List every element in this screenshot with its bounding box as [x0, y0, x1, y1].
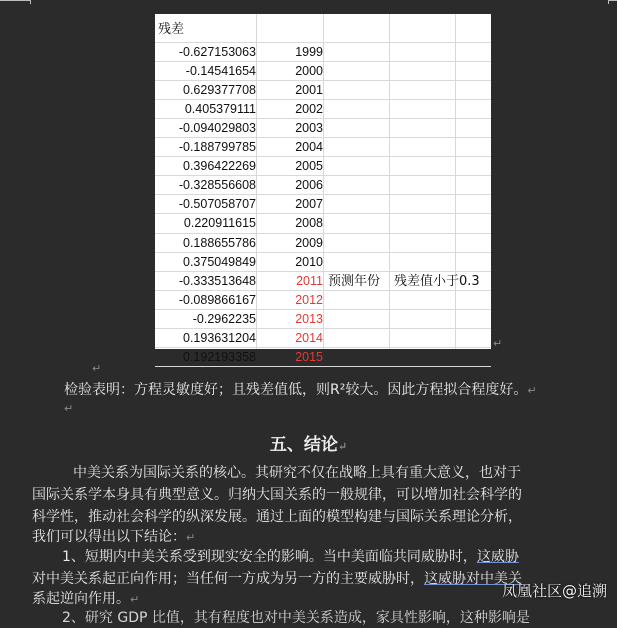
- section-heading: 五、结论↵: [269, 435, 348, 455]
- residual-value: -0.627153063: [178, 45, 256, 59]
- year-value: 2014: [295, 330, 323, 345]
- year-value: 2008: [295, 216, 323, 231]
- table-row: [155, 234, 491, 253]
- table-row: [155, 43, 491, 62]
- table-row: [155, 81, 491, 100]
- year-value: 2001: [295, 83, 323, 98]
- residual-value: 0.220911615: [183, 216, 256, 231]
- residual-value: 0.396422269: [183, 159, 256, 174]
- table-row: [155, 272, 491, 291]
- conclusion-item-line: 1、短期内中美关系受到现实安全的影响。当中美面临共同威胁时，这威胁: [62, 549, 519, 565]
- conclusion-item-line-partial: 2、研究 GDP 比值，其有程度也对中美关系造成，家具性影响，这种影响是: [62, 610, 530, 626]
- conclusion-paragraph-line: 国际关系学本身具有典型意义。归纳大国关系的一般规律，可以增加社会科学的: [32, 487, 522, 503]
- test-result-line: 检验表明：方程灵敏度好；且残差值低，则R²较大。因此方程拟合程度好。↵: [64, 382, 537, 398]
- conclusion-paragraph-line: 我们可以得出以下结论：↵: [32, 529, 196, 545]
- table-row: [155, 138, 491, 157]
- residual-value: -0.328556608: [178, 178, 256, 193]
- residual-value: -0.14541654: [185, 64, 256, 79]
- table-row: [155, 348, 491, 367]
- page-corner-marker: [609, 0, 617, 1]
- residual-value: 0.188655786: [183, 235, 256, 250]
- year-value: 2009: [295, 235, 323, 250]
- year-value: 1999: [295, 45, 323, 59]
- page-corner-marker: [30, 0, 31, 4]
- residual-value: -0.333513648: [178, 273, 256, 288]
- watermark: 凤凰社区@追溯: [501, 582, 607, 600]
- conclusion-item-line: 对中美关系起正向作用；当任何一方成为另一方的主要威胁时，这威胁对中美关: [32, 571, 522, 587]
- year-value: 2003: [295, 121, 323, 136]
- residual-value: -0.2962235: [192, 311, 256, 326]
- table-row: [155, 310, 491, 329]
- residual-threshold-note: 残差值小于0.3: [394, 273, 480, 289]
- year-value: 2002: [295, 102, 323, 117]
- paragraph-mark: ↵: [493, 337, 503, 350]
- table-row: [155, 119, 491, 138]
- table-row: [155, 176, 491, 195]
- residual-table-image: [155, 14, 491, 364]
- paragraph-mark: ↵: [92, 362, 102, 375]
- year-value: 2006: [295, 178, 323, 193]
- table-row: [155, 214, 491, 233]
- conclusion-paragraph-line: 科学性，推动社会科学的纵深发展。通过上面的模型构建与国际关系理论分析，: [32, 509, 522, 525]
- residual-value: 0.192193358: [183, 349, 256, 364]
- year-value: 2004: [295, 140, 323, 155]
- year-value: 2015: [295, 349, 323, 364]
- year-value: 2005: [295, 159, 323, 174]
- year-value: 2011: [296, 273, 323, 288]
- year-value: 2000: [295, 64, 323, 79]
- residual-value: -0.188799785: [178, 140, 256, 155]
- year-value: 2013: [295, 311, 323, 326]
- residual-value: -0.507058707: [178, 197, 256, 212]
- paragraph-mark: ↵: [64, 402, 74, 415]
- residual-value: 0.629377708: [183, 83, 256, 98]
- conclusion-paragraph-line: 中美关系为国际关系的核心。其研究不仅在战略上具有重大意义，也对于: [73, 465, 521, 481]
- year-value: 2012: [295, 292, 323, 307]
- residual-value: 0.193631204: [183, 330, 256, 345]
- table-row: [155, 291, 491, 310]
- table-row: [155, 195, 491, 214]
- table-row: [155, 157, 491, 176]
- residual-value: 0.405379111: [184, 102, 256, 117]
- year-value: 2010: [295, 254, 323, 269]
- table-row: [155, 100, 491, 119]
- table-row: [155, 329, 491, 348]
- forecast-year-note: 预测年份: [328, 273, 381, 289]
- table-row: [155, 62, 491, 81]
- residual-header: 残差: [158, 22, 185, 37]
- residual-value: 0.375049849: [183, 254, 256, 269]
- page-corner-marker: [608, 0, 609, 4]
- residual-value: -0.094029803: [178, 121, 256, 136]
- page-corner-marker: [0, 0, 30, 1]
- residual-value: -0.089866167: [178, 292, 256, 307]
- table-row: [155, 253, 491, 272]
- year-value: 2007: [295, 197, 323, 212]
- conclusion-item-line: 系起逆向作用。↵: [32, 591, 140, 607]
